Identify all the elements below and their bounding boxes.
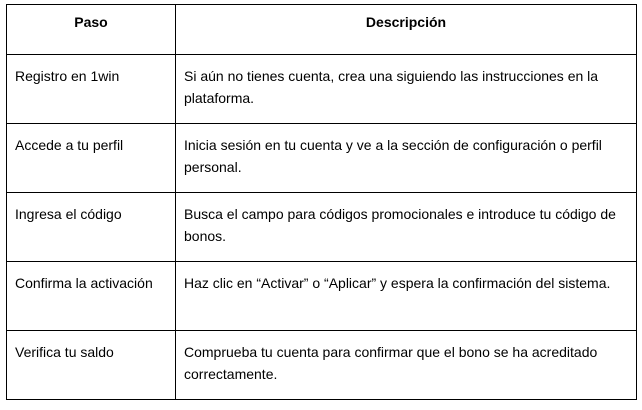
step-cell: Accede a tu perfil bbox=[7, 124, 176, 193]
table-row bbox=[7, 55, 637, 124]
table-row bbox=[7, 193, 637, 262]
table-row bbox=[7, 262, 637, 331]
step-cell: Registro en 1win bbox=[7, 55, 176, 124]
table-row bbox=[7, 124, 637, 193]
table-row bbox=[7, 331, 637, 400]
header-step: Paso bbox=[7, 5, 176, 55]
description-cell: Inicia sesión en tu cuenta y ve a la sección de configuración o perfil personal. bbox=[176, 124, 637, 193]
description-cell: Busca el campo para códigos promocionales e introduce tu código de bonos. bbox=[176, 193, 637, 262]
table-header bbox=[7, 5, 637, 55]
header-row bbox=[7, 5, 637, 55]
step-cell: Ingresa el código bbox=[7, 193, 176, 262]
description-cell: Haz clic en “Activar” o “Aplicar” y espera la confirmación del sistema. bbox=[176, 262, 637, 331]
steps-table bbox=[6, 4, 637, 400]
description-cell: Comprueba tu cuenta para confirmar que el bono se ha acreditado correctamente. bbox=[176, 331, 637, 400]
description-cell: Si aún no tienes cuenta, crea una siguiendo las instrucciones en la plataforma. bbox=[176, 55, 637, 124]
step-cell: Confirma la activación bbox=[7, 262, 176, 331]
header-description: Descripción bbox=[176, 5, 637, 55]
table-body bbox=[7, 55, 637, 400]
step-cell: Verifica tu saldo bbox=[7, 331, 176, 400]
steps-table-container bbox=[6, 4, 636, 400]
